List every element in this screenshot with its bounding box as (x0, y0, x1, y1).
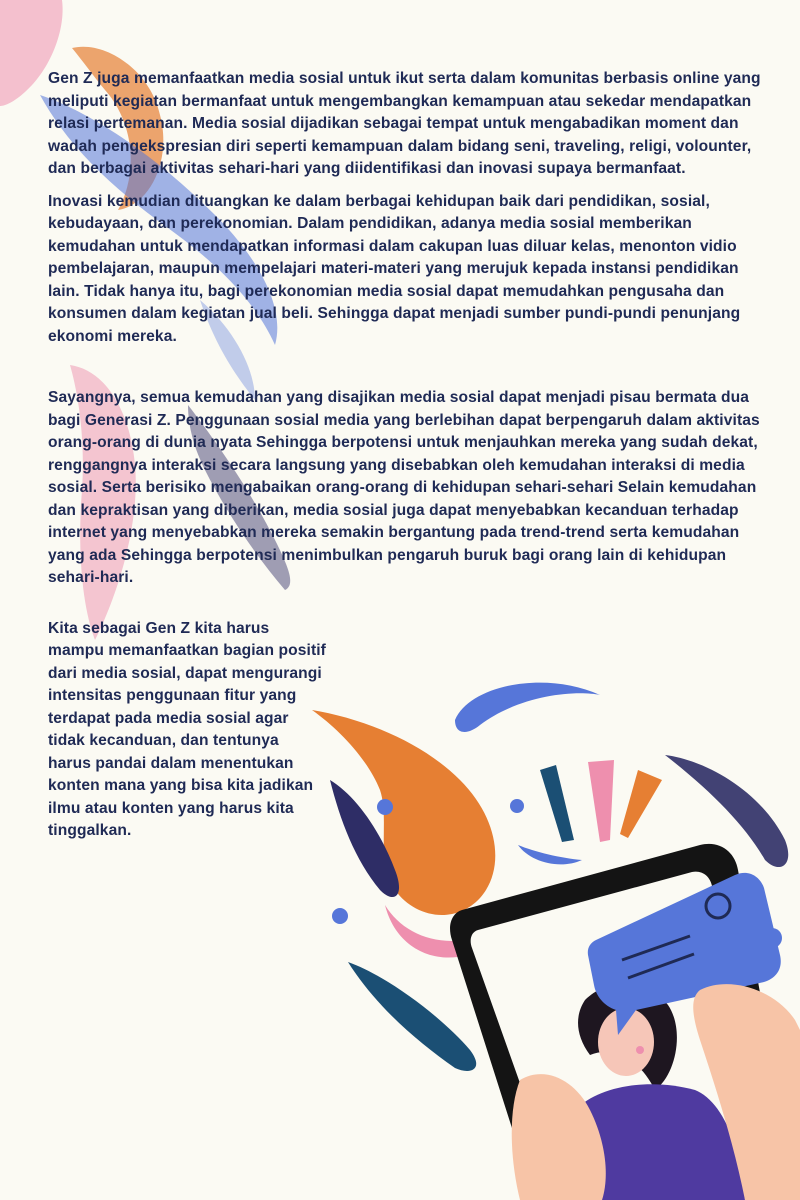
paragraph-4: Kita sebagai Gen Z kita harus mampu memanfaatkan bagian positif dari media sosial, dapat mengurangi intensitas penggunaan fitur yang terdapat pada media sosial agar tidak kecanduan, dan tentunya harus pandai dalam menentukan konten mana yang bisa kita jadikan ilmu atau konten yang harus kita tinggalkan. (48, 619, 326, 839)
teal-leaf (348, 962, 476, 1071)
blue-small-mark (518, 845, 582, 864)
paragraph-1: Gen Z juga memanfaatkan media sosial untuk ikut serta dalam komunitas berbasis online yang meliputi kegiatan bermanfaat untuk mengembangkan kemampuan atau sekedar mendapatkan relasi pertemanan. Media sosial dijadikan sebagai tempat untuk mengabadikan moment dan wadah pengekspresian diri seperti kemampuan dalam bidang seni, traveling, religi, volounter, dan berbagai aktivitas sehari-hari yang diidentifikasi dan inovasi supaya bermanfaat. (48, 70, 761, 177)
article-body (48, 68, 766, 843)
person-cheek (636, 1046, 644, 1054)
blue-dot-3 (332, 908, 348, 924)
paragraph-3: Sayangnya, semua kemudahan yang disajikan media sosial dapat menjadi pisau bermata dua bagi Generasi Z. Penggunaan sosial media yang berlebihan dapat berpengaruh dalam aktivitas orang-orang di dunia nyata Sehingga berpotensi untuk menjauhkan mereka yang sudah dekat, renggangnya interaksi secara langsung yang disebabkan oleh kemudahan interaksi di media sosial. Serta berisiko mengabaikan orang-orang di kehidupan sehari-sehari Selain kemudahan dan kepraktisan yang diberikan, media sosial juga dapat menyebabkan kecanduan terhadap internet yang menyebabkan mereka semakin bergantung pada trend-trend serta kemudahan yang ada Sehingga berpotensi menimbulkan pengaruh buruk bagi orang lain di kehidupan sehari-hari. (48, 389, 760, 586)
paragraph-2: Inovasi kemudian dituangkan ke dalam berbagai kehidupan baik dari pendidikan, sosial, kebudayaan, dan perekonomian. Dalam pendidikan, adanya media sosial memberikan kemudahan untuk mendapatkan informasi dalam cakupan luas diluar kelas, menonton vidio pembelajaran, maupun mempelajari materi-materi yang merujuk kepada instansi pendidikan lain. Tidak hanya itu, bagi perekonomian media sosial dapat memudahkan pengusaha dan konsumen dalam kegiatan jual beli. Sehingga dapat menjadi sumber pundi-pundi penunjang ekonomi mereka. (48, 192, 741, 345)
